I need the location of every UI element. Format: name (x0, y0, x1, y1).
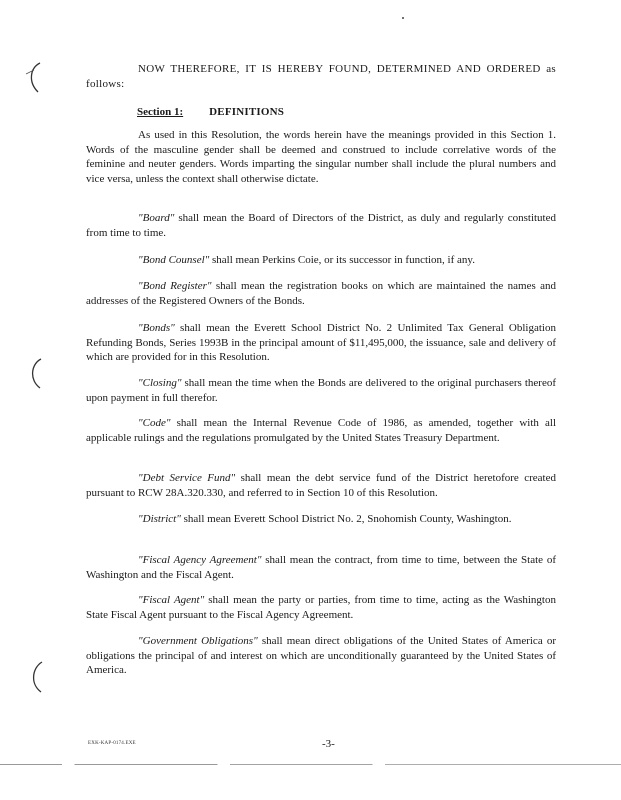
section-title: DEFINITIONS (209, 106, 285, 118)
preamble-paragraph (86, 128, 556, 186)
document-id: EXK-KAP-0174.EXE (88, 741, 136, 746)
intro-paragraph (86, 62, 556, 91)
definition-text: shall mean the Internal Revenue Code of 1986, as amended, together with all applicable rulings and the regulations promulgated by the United States Treasury Department. (86, 417, 556, 444)
definition-term: "Debt Service Fund" (138, 472, 236, 484)
definition-term: "Bond Counsel" (138, 254, 210, 266)
binder-hole-mark-bottom (26, 660, 48, 696)
definition-term: "Fiscal Agent" (138, 594, 205, 606)
page-number: -3- (322, 738, 335, 750)
definition-term: "Government Obligations" (138, 635, 258, 647)
definition-term: "Closing" (138, 377, 182, 389)
definition-text: shall mean the party or parties, from time to time, acting as the Washington State Fiscal Agent pursuant to the Fiscal Agency Agreement. (86, 594, 556, 621)
intro-text: NOW THEREFORE, IT IS HEREBY FOUND, DETERMINED AND ORDERED as follows: (86, 63, 556, 90)
definition-term: "Board" (138, 212, 175, 224)
definition-term: "Bond Register" (138, 280, 212, 292)
definition-text: shall mean Everett School District No. 2, Snohomish County, Washington. (180, 513, 512, 525)
definition-fiscal-agent (86, 593, 556, 622)
definition-term: "Fiscal Agency Agreement" (138, 554, 262, 566)
definition-text: shall mean the contract, from time to time, between the State of Washington and the Fiscal Agent. (86, 554, 556, 581)
definition-text: shall mean direct obligations of the United States of America or obligations the principal of and interest on which are unconditionally guaranteed by the United States of America. (86, 635, 556, 676)
definition-text: shall mean the Everett School District No. 2 Unlimited Tax General Obligation Refunding Bonds, Series 1993B in the principal amount of $11,495,000, the issuance, sale and delivery of which are provided for in this Resolution. (86, 322, 556, 363)
definition-government-obligations (86, 634, 556, 678)
section-number: Section 1: (137, 106, 184, 118)
definition-term: "District" (138, 513, 181, 525)
definition-text: shall mean the time when the Bonds are delivered to the original purchasers thereof upon payment in full therefor. (86, 377, 556, 404)
binder-hole-mark-top (22, 60, 46, 96)
definition-term: "Code" (138, 417, 171, 429)
definition-bond-counsel (86, 253, 556, 268)
definition-term: "Bonds" (138, 322, 175, 334)
definition-code (86, 416, 556, 445)
definition-text: shall mean Perkins Coie, or its successor in function, if any. (209, 254, 475, 266)
preamble-text: As used in this Resolution, the words herein have the meanings provided in this Section 1. Words of the masculine gender shall be deemed and construed to include correlative words of the feminine and neuter genders. Words imparting the singular number shall include the plural numbers and vice versa, unless the context shall otherwise dictate. (86, 129, 556, 185)
section-heading (137, 105, 284, 119)
definition-board (86, 211, 556, 240)
scan-speck (402, 17, 404, 19)
definition-text: shall mean the Board of Directors of the District, as duly and regularly constituted from time to time. (86, 212, 556, 239)
definition-district (86, 512, 556, 527)
definition-fiscal-agency-agreement (86, 553, 556, 582)
definition-bond-register (86, 279, 556, 308)
definition-bonds (86, 321, 556, 365)
definition-text: shall mean the registration books on which are maintained the names and addresses of the Registered Owners of the Bonds. (86, 280, 557, 307)
definition-closing (86, 376, 556, 405)
definition-text: shall mean the debt service fund of the District heretofore created pursuant to RCW 28A.320.330, and referred to in Section 10 of this Resolution. (86, 472, 556, 499)
scan-edge-line (0, 764, 621, 765)
definition-debt-service-fund (86, 471, 556, 500)
binder-hole-mark-middle (24, 356, 46, 392)
